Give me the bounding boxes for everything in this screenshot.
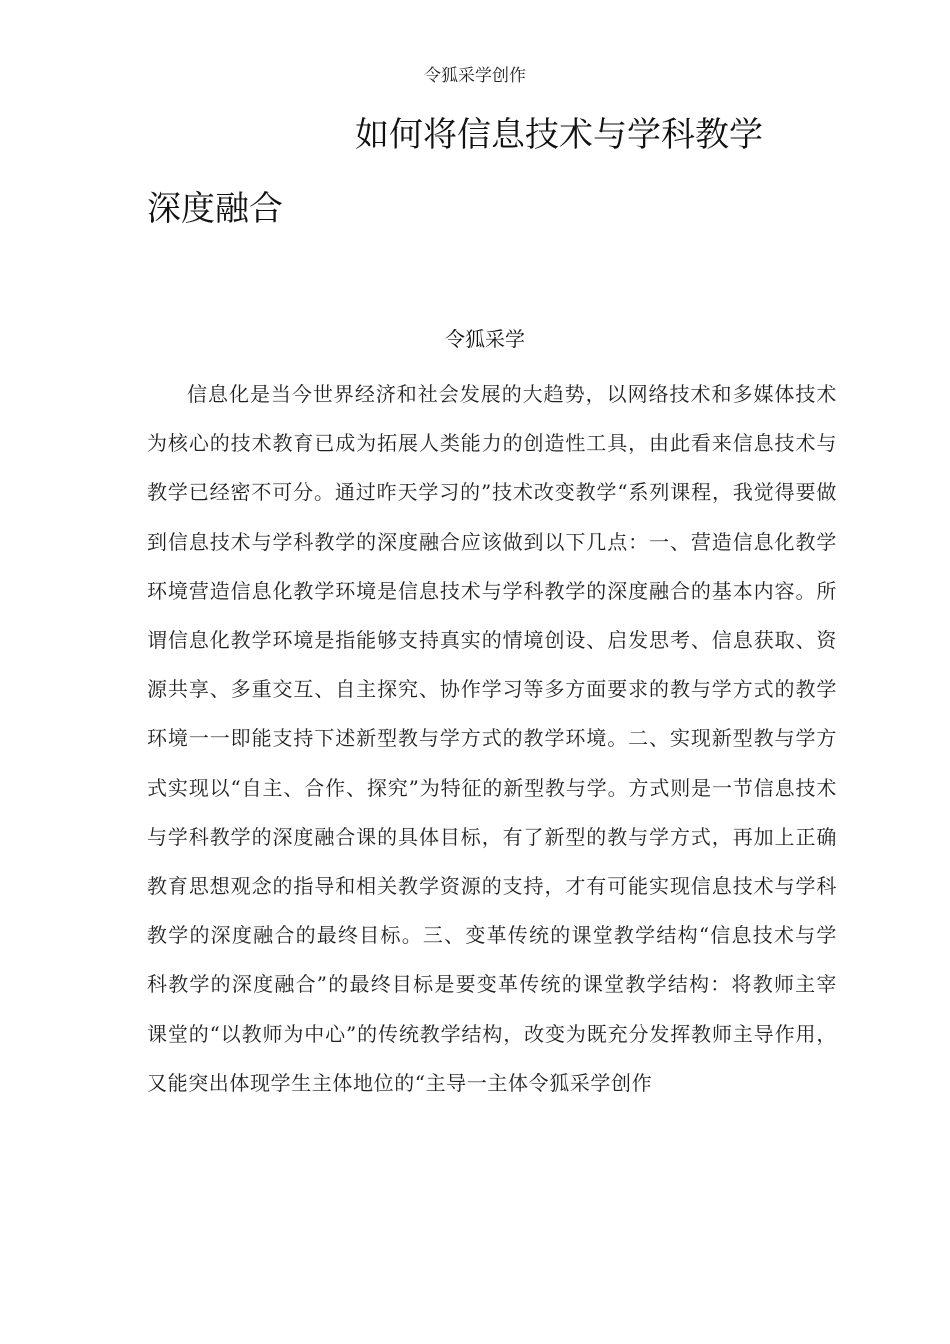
footer-note: 令狐采学创作 bbox=[528, 1070, 653, 1095]
body-paragraph bbox=[147, 370, 837, 1108]
document-title-line-1: 如何将信息技术与学科教学 bbox=[355, 115, 763, 155]
header-note: 令狐采学创作 bbox=[424, 66, 526, 86]
body-text: 信息化是当今世界经济和社会发展的大趋势，以网络技术和多媒体技术为核心的技术教育已成为拓展人类能力的创造性工具，由此看来信息技术与教学已经密不可分。通过昨天学习的”技术改变教学“系列课程，我觉得要做到信息技术与学科教学的深度融合应该做到以下几点：一、营造信息化教学环境营造信息化教学环境是信息技术与学科教学的深度融合的基本内容。所谓信息化教学环境是指能够支持真实的情境创设、启发思考、信息获取、资源共享、多重交互、自主探究、协作学习等多方面要求的教与学方式的教学环境一一即能支持下述新型教与学方式的教学环境。二、实现新型教与学方式实现以“自主、合作、探究”为特征的新型教与学。方式则是一节信息技术与学科教学的深度融合课的具体目标，有了新型的教与学方式，再加上正确教育思想观念的指导和相关教学资源的支持，才有可能实现信息技术与学科教学的深度融合的最终目标。三、变革传统的课堂教学结构“信息技术与学科教学的深度融合”的最终目标是要变革传统的课堂教学结构：将教师主宰课堂的“以教师为中心”的传统教学结构，改变为既充分发挥教师主导作用，又能突出体现学生主体地位的“主导一主体 bbox=[147, 382, 837, 1095]
document-title-line-2: 深度融合 bbox=[147, 189, 283, 229]
author-name: 令狐采学 bbox=[445, 327, 525, 351]
